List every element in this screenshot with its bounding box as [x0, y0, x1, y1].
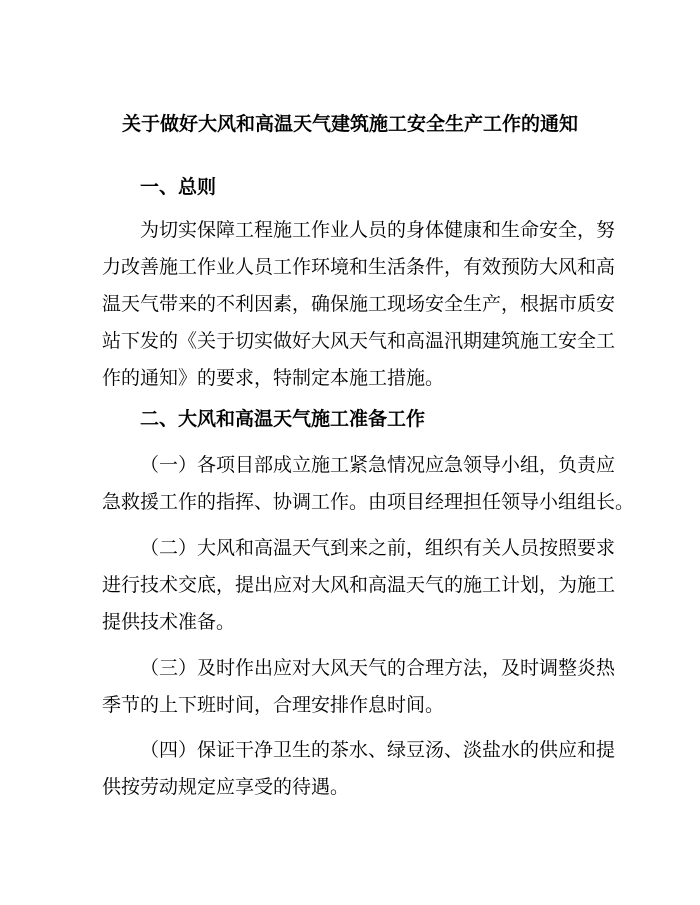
list-item-1 [102, 447, 635, 521]
list-item-line: （四）保证干净卫生的茶水、绿豆汤、淡盐水的供应和提 [140, 739, 616, 761]
list-item-line: 供按劳动规定应享受的待遇。 [102, 776, 350, 798]
list-item-line: 急救援工作的指挥、协调工作。由项目经理担任领导小组组长。 [102, 491, 635, 513]
section-heading-preparation: 二、大风和高温天气施工准备工作 [140, 408, 426, 430]
list-item-line: （三）及时作出应对大风天气的合理方法，及时调整炎热 [140, 657, 616, 679]
paragraph-line: 为切实保障工程施工作业人员的身体健康和生命安全，努 [140, 219, 616, 241]
paragraph-line: 作的通知》的要求，特制定本施工措施。 [102, 367, 445, 389]
paragraph-general [102, 212, 616, 397]
document-title: 关于做好大风和高温天气建筑施工安全生产工作的通知 [121, 113, 578, 135]
list-item-4 [102, 732, 616, 806]
list-item-line: 季节的上下班时间，合理安排作息时间。 [102, 694, 445, 716]
list-item-line: 提供技术准备。 [102, 611, 236, 633]
paragraph-line: 站下发的《关于切实做好大风天气和高温汛期建筑施工安全工 [102, 330, 616, 352]
list-item-line: （二）大风和高温天气到来之前，组织有关人员按照要求 [140, 537, 616, 559]
paragraph-line: 温天气带来的不利因素，确保施工现场安全生产，根据市质安 [102, 293, 616, 315]
section-heading-general: 一、总则 [140, 176, 217, 198]
list-item-line: 进行技术交底，提出应对大风和高温天气的施工计划，为施工 [102, 574, 616, 596]
paragraph-line: 力改善施工作业人员工作环境和生活条件，有效预防大风和高 [102, 256, 616, 278]
list-item-2 [102, 530, 616, 641]
list-item-3 [102, 650, 616, 724]
list-item-line: （一）各项目部成立施工紧急情况应急领导小组，负责应 [140, 454, 616, 476]
